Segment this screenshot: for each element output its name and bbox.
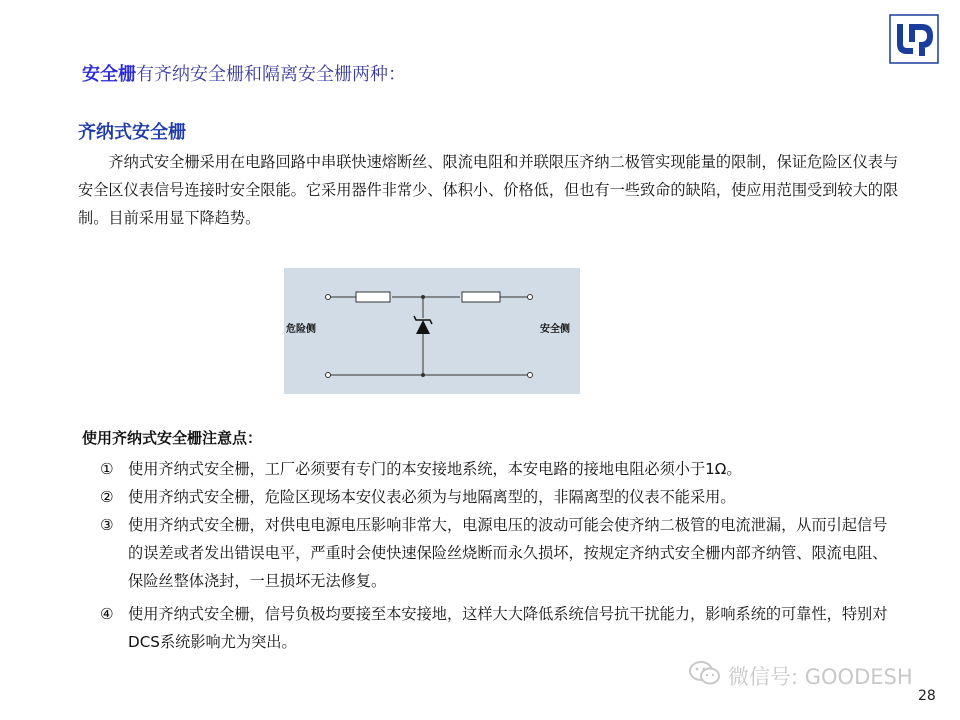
watermark-text: 微信号: GOODESH	[728, 664, 913, 689]
zener-diode-symbol	[414, 316, 432, 334]
note-text: 使用齐纳式安全栅，危险区现场本安仪表必须为与地隔离型的，非隔离型的仪表不能采用。	[128, 488, 736, 506]
circuit-diagram	[284, 268, 580, 394]
note-item-1	[100, 455, 900, 483]
page-heading	[82, 60, 406, 86]
circuit-diagram-svg	[284, 268, 580, 394]
note-number: ②	[100, 488, 114, 506]
resistor-symbol	[462, 292, 500, 302]
section-title: 齐纳式安全栅	[78, 122, 186, 143]
note-number: ③	[100, 516, 114, 534]
note-text: 使用齐纳式安全栅，信号负极均要接至本安接地，这样大大降低系统信号抗干扰能力，影响系统的可靠性，特别对DCS系统影响尤为突出。	[128, 605, 888, 651]
note-item-4	[100, 600, 900, 656]
heading-rest: 有齐纳安全栅和隔离安全栅两种：	[136, 64, 406, 85]
safe-side-label: 安全侧	[540, 324, 570, 335]
note-text: 使用齐纳式安全栅，工厂必须要有专门的本安接地系统，本安电路的接地电阻必须小于1Ω。	[128, 460, 742, 478]
page-number: 28	[918, 688, 936, 704]
heading-highlight: 安全栅	[82, 64, 136, 85]
note-number: ④	[100, 605, 114, 623]
hazard-side-label: 危险侧	[286, 324, 316, 335]
note-number: ①	[100, 460, 114, 478]
section-paragraph: 齐纳式安全栅采用在电路回路中串联快速熔断丝、限流电阻和并联限压齐纳二极管实现能量的限制，保证危险区仪表与安全区仪表信号连接时安全限能。它采用器件非常少、体积小、价格低，但也有一些致命的缺陷，使应用范围受到较大的限制。目前采用显下降趋势。	[78, 153, 899, 227]
notes-title: 使用齐纳式安全栅注意点：	[82, 429, 263, 447]
wechat-watermark	[688, 660, 913, 691]
note-text: 使用齐纳式安全栅，对供电电源电压影响非常大，电源电压的波动可能会使齐纳二极管的电流泄漏，从而引起信号的误差或者发出错误电平，严重时会使快速保险丝烧断而永久损坏，按规定齐纳式安全栅内部齐纳管、限流电阻、保险丝整体浇封，一旦损坏无法修复。	[128, 516, 888, 590]
fuse-symbol	[356, 292, 390, 302]
company-logo	[889, 14, 939, 64]
note-item-2	[100, 483, 900, 511]
note-item-3	[100, 511, 900, 595]
wechat-icon	[688, 660, 722, 691]
